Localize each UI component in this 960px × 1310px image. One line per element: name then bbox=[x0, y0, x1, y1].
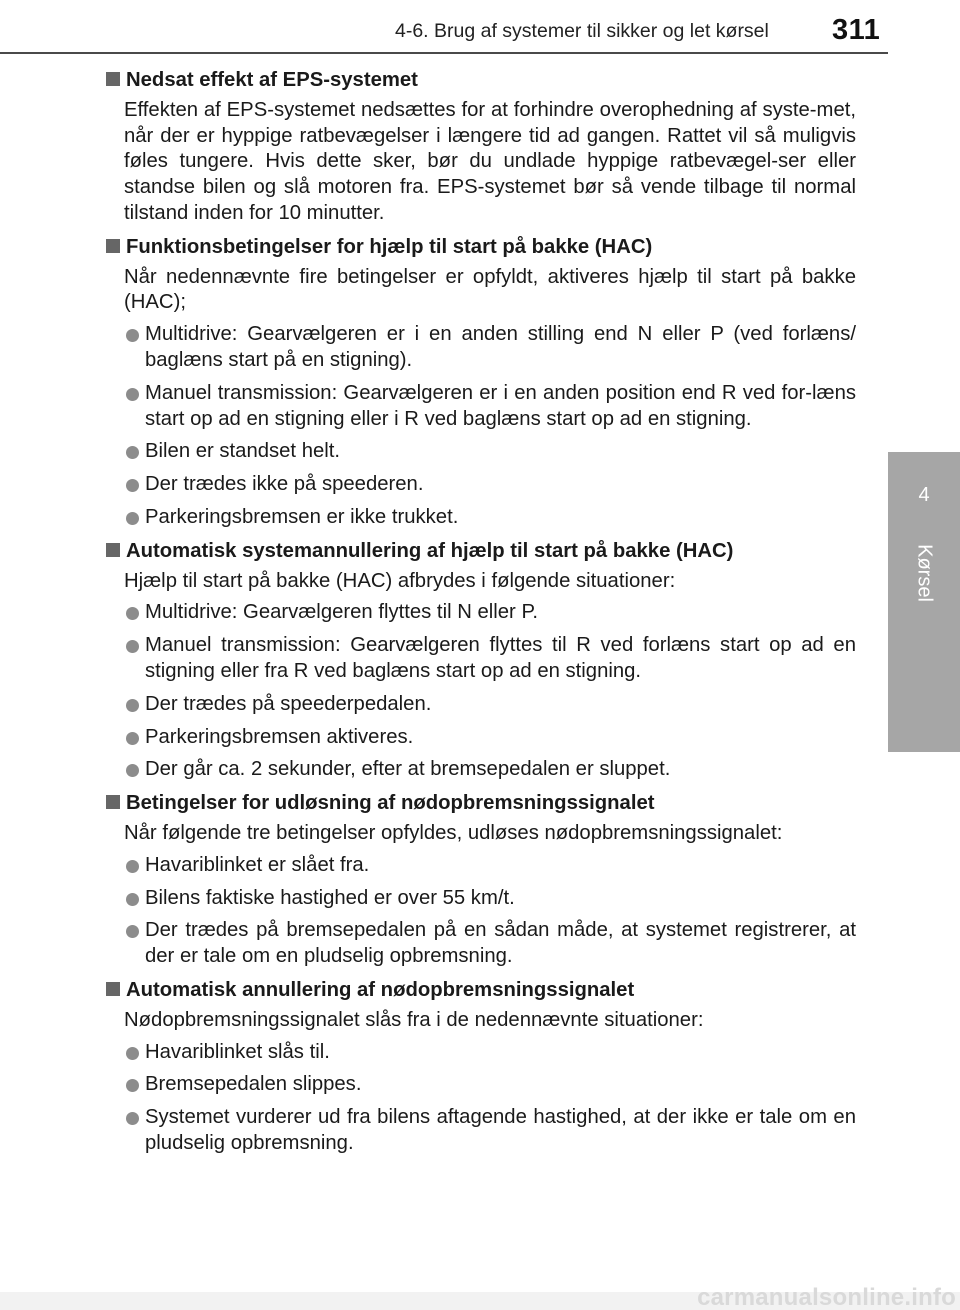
square-bullet-icon bbox=[106, 982, 120, 996]
bullet-dot-icon bbox=[126, 607, 139, 620]
section-hac-conditions bbox=[106, 235, 856, 531]
section-heading: Betingelser for udløsning af nødopbremsningssignalet bbox=[126, 792, 655, 815]
bullet-dot-icon bbox=[126, 1047, 139, 1060]
section-emergency-signal-activation bbox=[106, 791, 856, 970]
page-number: 311 bbox=[832, 14, 881, 46]
square-bullet-icon bbox=[106, 795, 120, 809]
page-header bbox=[0, 0, 960, 52]
bullet-dot-icon bbox=[126, 640, 139, 653]
section-text: Når nedennævnte fire betingelser er opfyldt, aktiveres hjælp til start på bakke (HAC); bbox=[124, 265, 856, 314]
list-item: Der trædes på speederpedalen. bbox=[126, 692, 856, 718]
list-item: Bilens faktiske hastighed er over 55 km/t. bbox=[126, 886, 856, 912]
square-bullet-icon bbox=[106, 543, 120, 557]
section-heading: Automatisk annullering af nødopbremsningssignalet bbox=[126, 978, 635, 1001]
chapter-label: Kørsel bbox=[913, 544, 936, 602]
section-heading: Automatisk systemannullering af hjælp til start på bakke (HAC) bbox=[126, 539, 734, 562]
bullet-dot-icon bbox=[126, 699, 139, 712]
chapter-tab bbox=[888, 452, 960, 752]
list-item: Parkeringsbremsen er ikke trukket. bbox=[126, 505, 856, 531]
section-heading: Nedsat effekt af EPS-systemet bbox=[126, 69, 418, 91]
watermark: carmanualsonline.info bbox=[697, 1284, 956, 1310]
section-text: Effekten af EPS-systemet nedsættes for at forhindre overophedning af syste-met, når der er hyppige ratbevægelser i længere tid ad gangen. Rattet vil så muligvis føles tungere. Hvis dette sker, bør du undlade hyppige ratbevægel-ser eller standse bilen og slå motoren fra. EPS-systemet bør så vende tilbage til normal tilstand inden for 10 minutter. bbox=[124, 98, 856, 224]
page-content bbox=[106, 68, 856, 1165]
bullet-dot-icon bbox=[126, 860, 139, 873]
list-item: Parkeringsbremsen aktiveres. bbox=[126, 725, 856, 751]
bullet-dot-icon bbox=[126, 1112, 139, 1125]
section-text: Når følgende tre betingelser opfyldes, udløses nødopbremsningssignalet: bbox=[124, 821, 783, 844]
list-item: Manuel transmission: Gearvælgeren er i en anden position end R ved for-læns start op ad en stigning eller i R ved baglæns start op ad en stigning. bbox=[126, 381, 856, 433]
bullet-dot-icon bbox=[126, 329, 139, 342]
bullet-dot-icon bbox=[126, 732, 139, 745]
bullet-dot-icon bbox=[126, 764, 139, 777]
section-text: Nødopbremsningssignalet slås fra i de nedennævnte situationer: bbox=[124, 1008, 704, 1031]
list-item: Systemet vurderer ud fra bilens aftagende hastighed, at der ikke er tale om en pludselig opbremsning. bbox=[126, 1105, 856, 1157]
list-item: Der trædes på bremsepedalen på en sådan måde, at systemet registrerer, at der er tale om en pludselig opbremsning. bbox=[126, 918, 856, 970]
section-title: 4-6. Brug af systemer til sikker og let kørsel bbox=[395, 20, 769, 42]
section-text: Hjælp til start på bakke (HAC) afbrydes i følgende situationer: bbox=[124, 569, 676, 592]
bullet-dot-icon bbox=[126, 1079, 139, 1092]
header-divider bbox=[0, 52, 888, 54]
list-item: Bremsepedalen slippes. bbox=[126, 1072, 856, 1098]
bullet-dot-icon bbox=[126, 446, 139, 459]
list-item: Multidrive: Gearvælgeren er i en anden stilling end N eller P (ved forlæns/ baglæns start på en stigning). bbox=[126, 322, 856, 374]
list-item: Der trædes ikke på speederen. bbox=[126, 472, 856, 498]
list-item: Der går ca. 2 sekunder, efter at bremsepedalen er sluppet. bbox=[126, 757, 856, 783]
section-emergency-signal-cancel bbox=[106, 978, 856, 1157]
list-item: Havariblinket er slået fra. bbox=[126, 853, 856, 879]
list-item: Bilen er standset helt. bbox=[126, 439, 856, 465]
list-item: Havariblinket slås til. bbox=[126, 1040, 856, 1066]
section-hac-cancel bbox=[106, 539, 856, 783]
bullet-dot-icon bbox=[126, 479, 139, 492]
bullet-dot-icon bbox=[126, 388, 139, 401]
bullet-dot-icon bbox=[126, 925, 139, 938]
section-heading: Funktionsbetingelser for hjælp til start på bakke (HAC) bbox=[126, 235, 653, 258]
chapter-number: 4 bbox=[918, 484, 930, 506]
square-bullet-icon bbox=[106, 72, 120, 86]
list-item: Manuel transmission: Gearvælgeren flyttes til R ved forlæns start op ad en stigning eller fra R ved baglæns start op ad en stigning. bbox=[126, 633, 856, 685]
section-eps bbox=[106, 68, 856, 227]
bullet-dot-icon bbox=[126, 893, 139, 906]
square-bullet-icon bbox=[106, 239, 120, 253]
bullet-dot-icon bbox=[126, 512, 139, 525]
list-item: Multidrive: Gearvælgeren flyttes til N eller P. bbox=[126, 600, 856, 626]
